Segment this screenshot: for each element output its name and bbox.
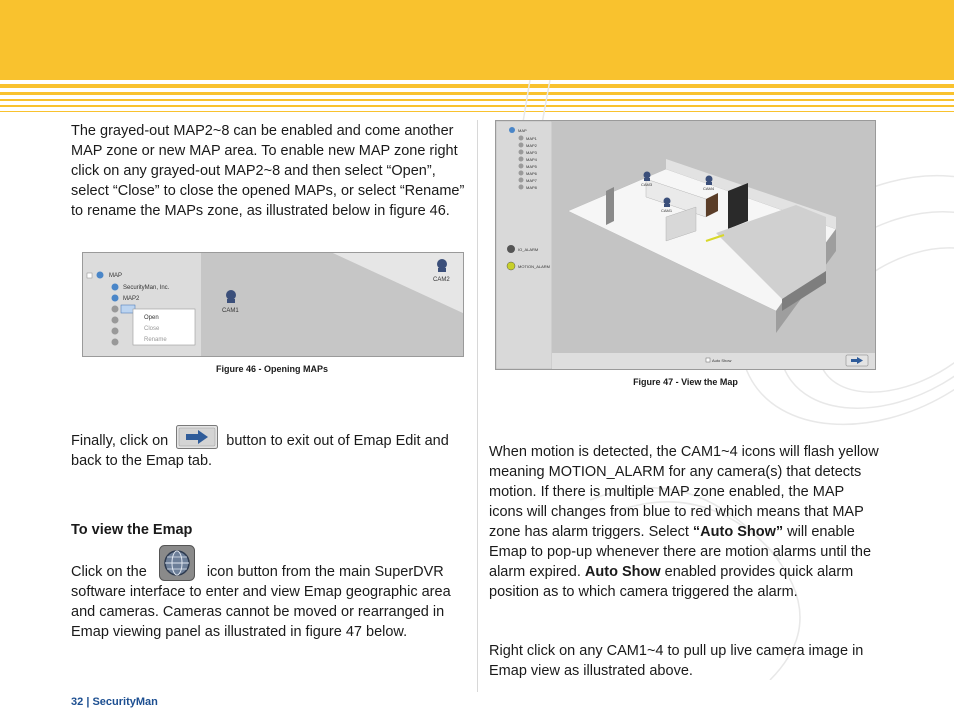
io-alarm-label: IO_ALARM	[518, 247, 539, 252]
menu-item-open[interactable]: Open	[144, 315, 159, 321]
camera-label: CAM1	[661, 208, 673, 213]
tree-item-label[interactable]: MAP8	[526, 185, 537, 190]
globe-icon	[159, 545, 195, 581]
io-alarm-icon	[507, 245, 515, 253]
motion-text: When motion is detected, the CAM1~4 icons will flash yellow meaning MOTION_ALARM for any camera(s) that detects motion. If there is multiple MAP zone enabled, the MAP icons will changes from blue to red which means that MAP zone has alarm triggers. Select	[489, 444, 879, 540]
auto-show-label: Auto Show	[712, 358, 732, 363]
exit-arrow-button[interactable]	[176, 425, 218, 449]
figure-47	[495, 120, 876, 370]
camera-icon	[226, 290, 236, 303]
camera-label: CAM4	[703, 186, 715, 191]
header-stripe	[0, 99, 954, 101]
figure-47-caption: Figure 47 - View the Map	[633, 377, 738, 387]
motion-paragraph	[489, 442, 881, 602]
tree-item-label[interactable]: MAP7	[526, 178, 537, 183]
header-stripe	[0, 84, 954, 88]
exit-arrow-button[interactable]	[846, 355, 868, 366]
finally-text-after: button to exit out of Emap Edit and back to the Emap tab.	[71, 433, 449, 469]
camera-icon	[664, 198, 671, 208]
page-number: 32	[71, 696, 84, 708]
auto-show-emphasis: Auto Show	[584, 564, 661, 580]
tree-item-label[interactable]: MAP5	[526, 164, 537, 169]
right-arrow-icon	[176, 425, 218, 449]
header-stripe	[0, 111, 954, 112]
header-stripe	[0, 92, 954, 95]
figure-46	[82, 252, 464, 357]
tree-item-label[interactable]: MAP2	[526, 143, 537, 148]
camera-icon	[706, 176, 713, 186]
intro-paragraph: The grayed-out MAP2~8 can be enabled and come another MAP zone or new MAP area. To enable new MAP zone right click on any grayed-out MAP2~8 and then select “Open”, select “Close” to close the opened MAPs, or select “Rename” to rename the MAPs zone, as illustrated below in figure 46.	[71, 123, 465, 219]
tree-item-label[interactable]: MAP4	[526, 157, 537, 162]
auto-show-checkbox[interactable]	[706, 358, 710, 362]
footer-brand: SecurityMan	[92, 696, 158, 708]
page-footer	[71, 696, 158, 708]
finally-text-before: Finally, click on	[71, 433, 169, 449]
tree-item-label[interactable]: MAP6	[526, 171, 537, 176]
tree-item-label[interactable]: MAP1	[526, 136, 537, 141]
auto-show-emphasis: “Auto Show”	[692, 524, 784, 540]
camera-label: CAM3	[641, 182, 653, 187]
figure-46-caption: Figure 46 - Opening MAPs	[215, 364, 328, 374]
view-emap-heading: To view the Emap	[71, 522, 193, 538]
finally-paragraph	[71, 431, 467, 471]
motion-text: will enable Emap to pop-up whenever there are motion alarms until the alarm expired.	[489, 524, 872, 580]
right-click-paragraph: Right click on any CAM1~4 to pull up live camera image in Emap view as illustrated above.	[489, 643, 864, 679]
view-emap-paragraph	[71, 562, 467, 642]
click-text-after: icon button from the main SuperDVR software interface to enter and view Emap geographic area and cameras. Cameras cannot be moved or rearranged in Emap viewing panel as illustrated in figure 47 below.	[71, 564, 451, 640]
emap-button[interactable]	[159, 545, 195, 581]
header-stripe	[0, 105, 954, 107]
tree-root-label: MAP	[518, 128, 527, 133]
camera-label: CAM1	[222, 308, 239, 314]
motion-alarm-icon	[507, 262, 515, 270]
header-banner	[0, 0, 954, 80]
motion-alarm-label: MOTION_ALARM	[518, 264, 551, 269]
menu-item-close[interactable]: Close	[144, 326, 160, 332]
click-text-before: Click on the	[71, 564, 147, 580]
menu-item-rename[interactable]: Rename	[144, 337, 167, 343]
camera-icon	[437, 259, 447, 272]
column-divider	[477, 120, 478, 692]
camera-label: CAM2	[433, 277, 450, 283]
tree-item-label: MAP2	[123, 296, 140, 302]
tree-item-label: SecurityMan, Inc.	[123, 285, 170, 291]
footer-separator: |	[86, 696, 93, 708]
tree-root-label: MAP	[109, 273, 123, 279]
camera-icon	[644, 172, 651, 182]
motion-text: enabled provides quick alarm position as to which camera triggered the alarm.	[489, 564, 854, 600]
tree-item-label[interactable]: MAP3	[526, 150, 537, 155]
